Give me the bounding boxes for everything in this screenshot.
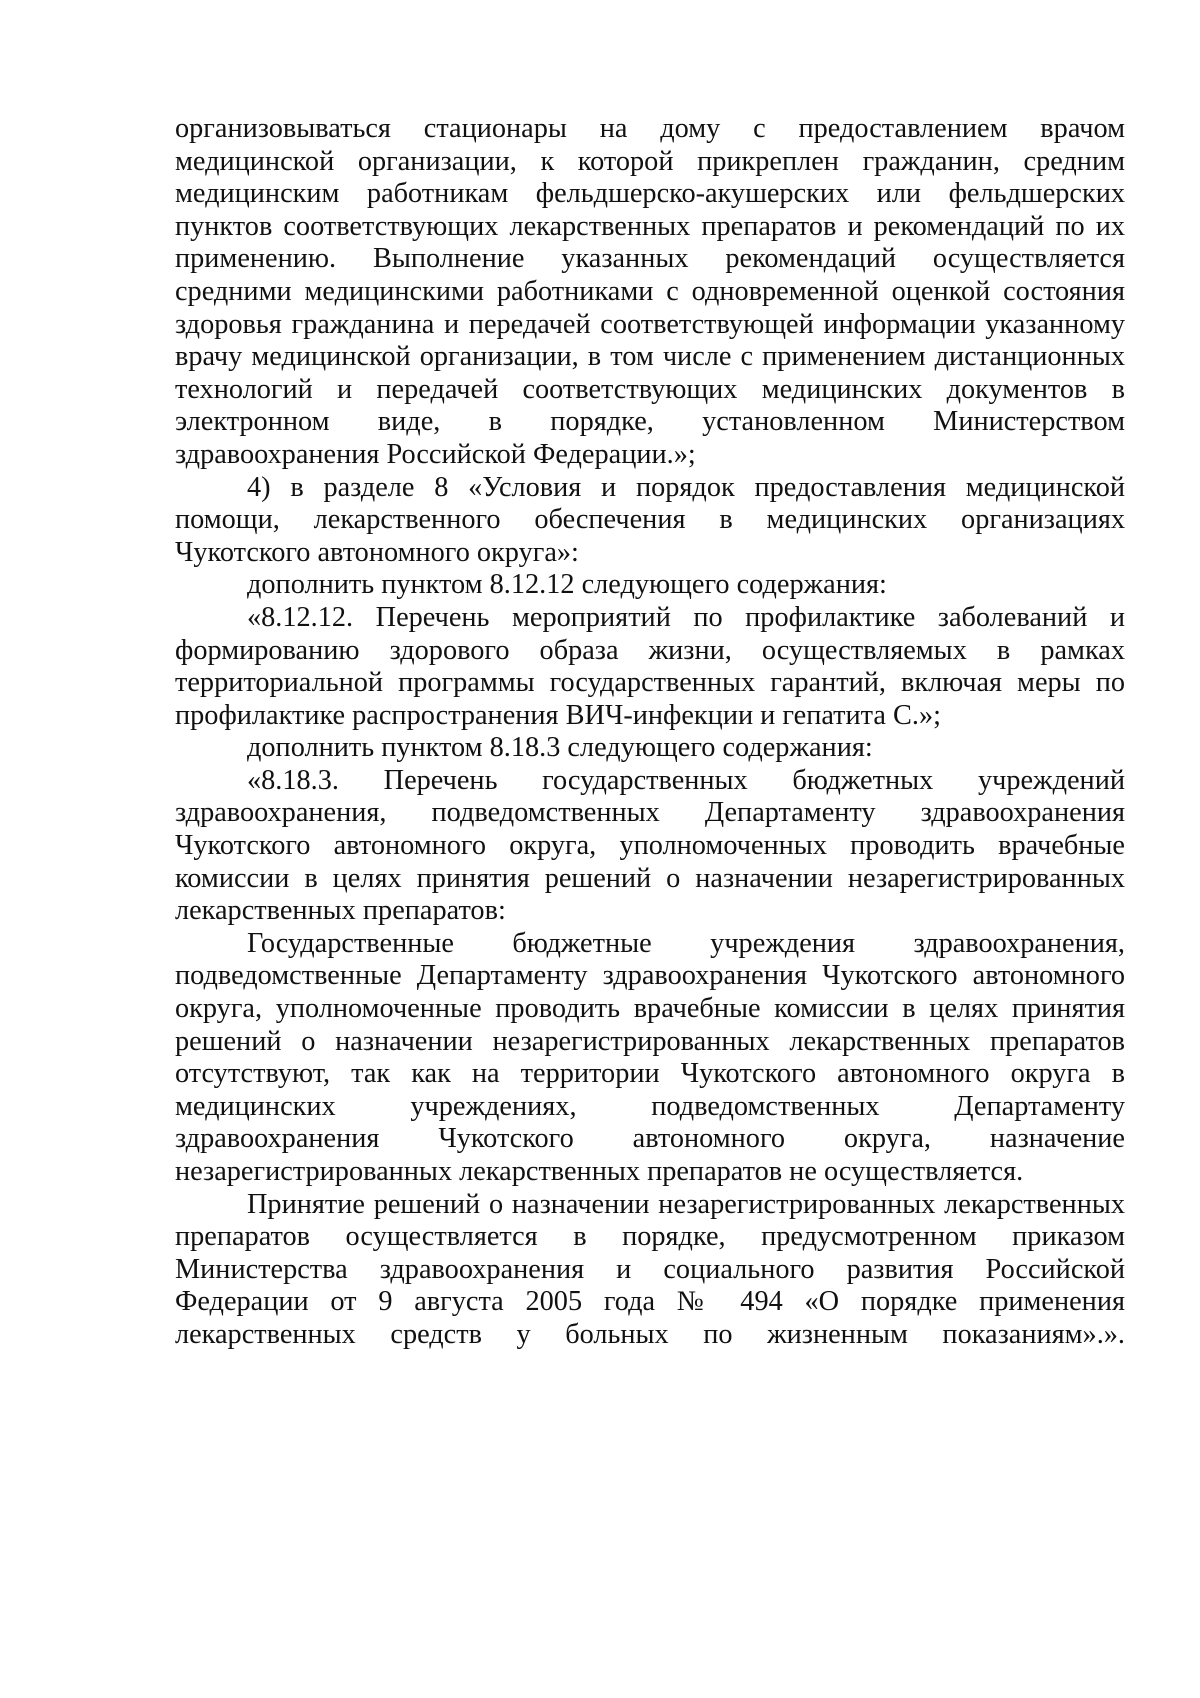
paragraph-add-8-18-3: дополнить пунктом 8.18.3 следующего содержания: — [247, 732, 873, 764]
paragraph-no-institutions: Государственные бюджетные учреждения здравоохранения, подведомственные Департаменту здравоохранения Чукотского автономного округа, уполномоченные проводить врачебные комиссии в целях принятия решений о назначении незарегистрированных лекарственных препаратов отсутствуют, так как на территории Чукотского автономного округа в медицинских учреждениях, подведомственных Департаменту здравоохранения Чукотского автономного округа, назначение незарегистрированных лекарственных препаратов не осуществляется. — [175, 927, 1125, 1187]
paragraph-add-8-12-12: дополнить пунктом 8.12.12 следующего содержания: — [247, 569, 887, 601]
paragraph-section-8-amendment: 4) в разделе 8 «Условия и порядок предоставления медицинской помощи, лекарственного обеспечения в медицинских организациях Чукотского автономного округа»: — [175, 471, 1125, 568]
paragraph-stationary-care: организовываться стационары на дому с предоставлением врачом медицинской организации, к которой прикреплен гражданин, средним медицинским работникам фельдшерско-акушерских или фельдшерских пунктов соответствующих лекарственных препаратов и рекомендаций по их применению. Выполнение указанных рекомендаций осуществляется средними медицинскими работниками с одновременной оценкой состояния здоровья гражданина и передачей соответствующей информации указанному врачу медицинской организации, в том числе с применением дистанционных технологий и передачей соответствующих медицинских документов в электронном виде, в порядке, установленном Министерством здравоохранения Российской Федерации.»; — [175, 113, 1125, 470]
paragraph-8-18-3-text: «8.18.3. Перечень государственных бюджетных учреждений здравоохранения, подведомственных Департаменту здравоохранения Чукотского автономного округа, уполномоченных проводить врачебные комиссии в целях принятия решений о назначении незарегистрированных лекарственных препаратов: — [175, 764, 1125, 927]
paragraph-decision-procedure: Принятие решений о назначении незарегистрированных лекарственных препаратов осуществляется в порядке, предусмотренном приказом Министерства здравоохранения и социального развития Российской Федерации от 9 августа 2005 года № 494 «О порядке применения лекарственных средств у больных по жизненным показаниям».». — [175, 1188, 1125, 1350]
document-body — [175, 113, 1125, 1352]
paragraph-8-12-12-text: «8.12.12. Перечень мероприятий по профилактике заболеваний и формированию здорового образа жизни, осуществляемых в рамках территориальной программы государственных гарантий, включая меры по профилактике распространения ВИЧ-инфекции и гепатита С.»; — [175, 601, 1125, 731]
